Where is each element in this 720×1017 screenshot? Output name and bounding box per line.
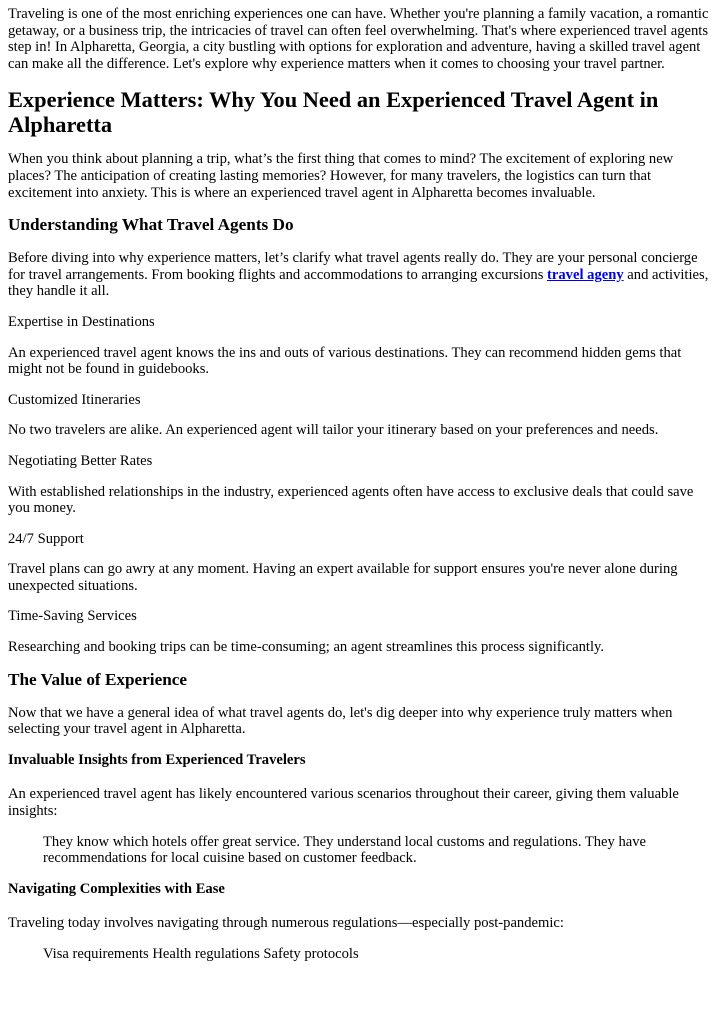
section-heading-what-agents-do: Understanding What Travel Agents Do [8,215,294,235]
item-title-rates: Negotiating Better Rates [8,452,153,469]
blockquote-insights: They know which hotels offer great service. They understand local customs and regulations. They have recommendations for local cuisine based on customer feedback. [43,833,647,867]
item-title-itineraries: Customized Itineraries [8,391,141,408]
item-title-support: 24/7 Support [8,530,84,547]
item-title-expertise: Expertise in Destinations [8,313,155,330]
item-text-rates: With established relationships in the industry, experienced agents often have access to exclusive deals that could save you money. [8,483,694,517]
blockquote-complexities: Visa requirements Health regulations Safety protocols [43,946,359,962]
item-text-support: Travel plans can go awry at any moment. Having an expert available for support ensures you're never alone during unexpected situations. [8,561,678,594]
main-paragraph: When you think about planning a trip, what’s the first thing that comes to mind? The excitement of exploring new places? The anticipation of creating lasting memories? However, for many travelers, the logistics can turn that excitement into anxiety. This is where an experienced travel agent in Alpharetta becomes invaluable. [8,151,674,201]
paragraph-text: Before diving into why experience matters, let’s clarify what travel agents really do. They are your personal concierge for travel arrangements. From booking flights and accommodations to arranging excursions [8,250,698,283]
travel-agency-link[interactable]: travel ageny [547,266,624,283]
subheading-insights: Invaluable Insights from Experienced Travelers [8,751,306,768]
intro-paragraph: Traveling is one of the most enriching experiences one can have. Whether you're planning a family vacation, a romantic getaway, or a business trip, the intricacies of travel can often feel overwhelming. That's where experienced travel agents step in! In Alpharetta, Georgia, a city bustling with options for exploration and adventure, having a skilled travel agent can make all the difference. Let's explore why experience matters when it comes to choosing your travel partner. [8,6,709,72]
paragraph-complexities: Traveling today involves navigating through numerous regulations—especially post-pandemic: [8,915,564,932]
section-paragraph-what-agents-do [8,250,712,300]
main-heading: Experience Matters: Why You Need an Experienced Travel Agent in Alpharetta [8,87,659,138]
item-text-expertise: An experienced travel agent knows the ins and outs of various destinations. They can recommend hidden gems that might not be found in guidebooks. [8,344,682,378]
section-paragraph-value: Now that we have a general idea of what travel agents do, let's dig deeper into why experience truly matters when selecting your travel agent in Alpharetta. [8,704,673,738]
subheading-complexities: Navigating Complexities with Ease [8,880,225,897]
item-title-time-saving: Time-Saving Services [8,608,137,625]
item-text-itineraries: No two travelers are alike. An experienced agent will tailor your itinerary based on your preferences and needs. [8,422,659,439]
section-heading-value: The Value of Experience [8,669,188,689]
paragraph-text: and activities, they handle it all. [8,266,709,300]
item-text-time-saving: Researching and booking trips can be time-consuming; an agent streamlines this process significantly. [8,639,605,656]
paragraph-insights: An experienced travel agent has likely encountered various scenarios throughout their career, giving them valuable insights: [8,786,679,820]
